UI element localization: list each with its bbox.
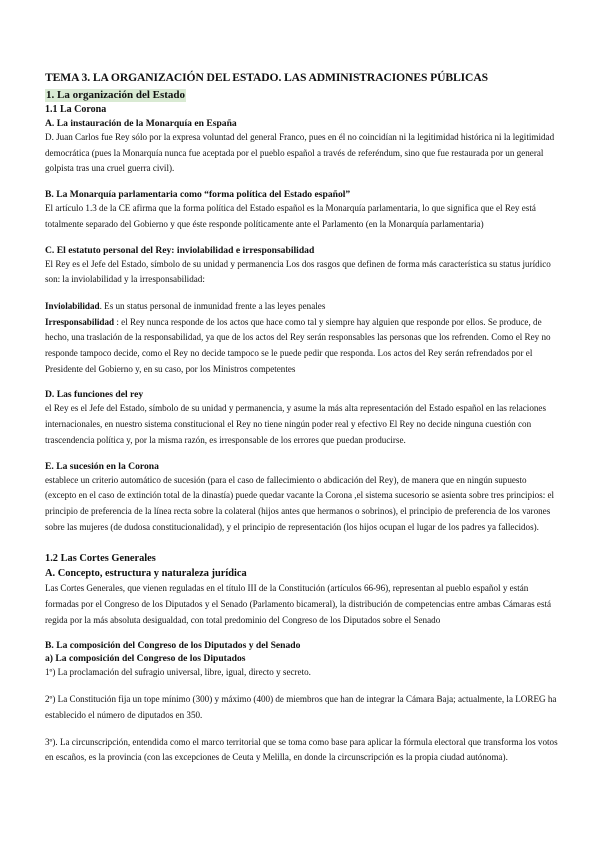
spacer xyxy=(45,681,560,692)
text-irresponsabilidad: : el Rey nunca responde de los actos que hace como tal y siempre hay alguien que responde por ellos. Se produce, de hecho, una traslación de la responsabilidad, ya que de los actos del Rey serán responsables las personas que los refrenden. Como el Rey no responde tampoco decide, como el Rey no decide tampoco se le puede pedir que responda. Los actos del Rey serán refrendados por el Presidente del Gobierno y, en su caso, por los Ministros competentes xyxy=(45,316,551,374)
heading-funciones-rey: D. Las funciones del rey xyxy=(45,389,144,401)
heading-sucesion-corona: E. La sucesión en la Corona xyxy=(45,460,159,472)
document-page xyxy=(45,71,560,766)
heading-instauracion-monarquia: A. La instauración de la Monarquía en España xyxy=(45,118,237,129)
spacer xyxy=(45,535,560,551)
heading-monarquia-parlamentaria: B. La Monarquía parlamentaria como “forma política del Estado español” xyxy=(45,189,351,201)
paragraph-instauracion-monarquia: D. Juan Carlos fue Rey sólo por la expresa voluntad del general Franco, pues en él no coincidían ni la legitimidad histórica ni la legitimidad democrática (pues la Monarquía nunca fue aceptada por el pueblo español a través de referéndum, sino que fue restaurada por un general golpista tras una cruel guerra civil). xyxy=(45,132,555,174)
heading-composicion-congreso-senado: B. La composición del Congreso de los Diputados y del Senado xyxy=(45,640,301,652)
paragraph-inviolabilidad xyxy=(45,299,560,315)
paragraph-sucesion-corona: establece un criterio automático de sucesión (para el caso de fallecimiento o abdicación del Rey), de manera que en ningún supuesto (excepto en el caso de extinción total de la dinastía) puede quedar vacante la Corona ,el sistema sucesorio se asienta sobre tres principios: el principio de preferencia de la línea recta sobre la colateral (hijos antes que hermanos o sobrinos), el principio de preferencia de los varones sobre las mujeres (de dudosa constitucionalidad), y el principio de representación (los hijos ocupan el lugar de los padres ya fallecidos). xyxy=(45,474,555,532)
spacer xyxy=(45,449,560,460)
text-inviolabilidad: . Es un status personal de inmunidad frente a las leyes penales xyxy=(99,300,326,311)
paragraph-cortes-generales: Las Cortes Generales, que vienen reguladas en el título III de la Constitución (artículos 66-96), representan al pueblo español y están formadas por el Congreso de los Diputados y el Senado (Parlamento bicameral), la distribución de competencias entre ambas Cámaras está regida por la más absoluta desigualdad, con total predominio del Congreso de los Diputados sobre el Senado xyxy=(45,583,552,625)
list-item-sufragio: 1º) La proclamación del sufragio universal, libre, igual, directo y secreto. xyxy=(45,667,311,678)
document-title: TEMA 3. LA ORGANIZACIÓN DEL ESTADO. LAS ADMINISTRACIONES PÚBLICAS xyxy=(45,71,488,84)
subsection-heading-cortes-generales: 1.2 Las Cortes Generales xyxy=(45,553,156,565)
paragraph-estatuto-personal-rey: El Rey es el Jefe del Estado, símbolo de su unidad y permanencia Los dos rasgos que definen de forma más característica su status jurídico son: la inviolabilidad y la irresponsabilidad: xyxy=(45,258,551,285)
heading-composicion-congreso: a) La composición del Congreso de los Diputados xyxy=(45,653,246,665)
term-irresponsabilidad: Irresponsabilidad xyxy=(45,316,115,327)
spacer xyxy=(45,628,560,639)
section-heading-organizacion-estado: 1. La organización del Estado xyxy=(46,89,186,101)
list-item-numero-diputados: 2º) La Constitución fija un tope mínimo (300) y máximo (400) de miembros que han de integrar la Cámara Baja; actualmente, la LOREG ha establecido el número de diputados en 350. xyxy=(45,694,557,720)
term-inviolabilidad: Inviolabilidad xyxy=(45,300,100,311)
heading-estatuto-personal-rey: C. El estatuto personal del Rey: inviolabilidad e irresponsabilidad xyxy=(45,244,315,256)
heading-concepto-estructura: A. Concepto, estructura y naturaleza jurídica xyxy=(45,568,247,580)
spacer xyxy=(45,288,560,299)
list-item-circunscripcion: 3º). La circunscripción, entendida como el marco territorial que se toma como base para aplicar la fórmula electoral que transforma los votos en escaños, es la provincia (con las excepciones de Ceuta y Melilla, en donde la circunscripción es la propia ciudad autónoma). xyxy=(45,736,558,763)
spacer xyxy=(45,177,560,188)
spacer xyxy=(45,377,560,388)
subsection-heading-corona: 1.1 La Corona xyxy=(45,104,107,115)
paragraph-irresponsabilidad xyxy=(45,315,560,378)
paragraph-funciones-rey: el Rey es el Jefe del Estado, símbolo de su unidad y permanencia, y asume la más alta representación del Estado español en las relaciones internacionales, en nuestro sistema constitucional el Rey no tiene ningún poder real y efectivo El Rey no decide ninguna cuestión con trascendencia política y, por la misma razón, es irresponsable de los errores que puedan producirse. xyxy=(45,403,546,445)
paragraph-monarquia-parlamentaria: El artículo 1.3 de la CE afirma que la forma política del Estado español es la Monarquía parlamentaria, lo que significa que el Rey está totalmente separado del Gobierno y que éste responde políticamente ante el Parlamento (en la Monarquía parlamentaria) xyxy=(45,203,536,229)
spacer xyxy=(45,724,560,735)
spacer xyxy=(45,233,560,244)
